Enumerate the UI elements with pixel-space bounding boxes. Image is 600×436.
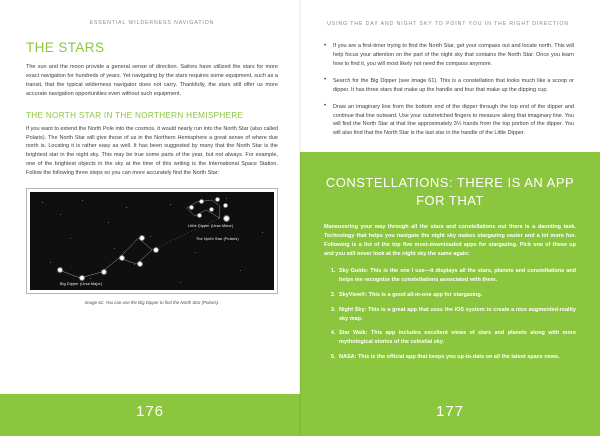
section-title-north-star: THE NORTH STAR IN THE NORTHERN HEMISPHERE xyxy=(26,110,244,120)
list-item: 3. Night Sky: This is a great app that uses the iOS system to create a nice augmented-reality sky map. xyxy=(337,306,576,324)
sidebar-constellations-app xyxy=(300,152,600,394)
star-chart-image xyxy=(30,192,274,290)
figure-big-dipper xyxy=(26,188,278,305)
polaris-star xyxy=(223,215,230,222)
section-paragraph: If you want to extend the North Pole into the cosmos, it would nearly run into the North Star (also called Polaris). The North Star will give those of us in the Northern Hemisphere a great sense of where due north is. Locating it is rather easy as well. It has been suggested by many that the North Star is the brightest star in the night sky. This may be true some parts of the year, but not always. For example, one of the brightest objects in the sky at the time of this writing is the International Space Station. Follow the following three steps so you can more accurately find the North Star: xyxy=(26,125,278,177)
constellation-lines xyxy=(30,192,274,290)
page-number-left: 176 xyxy=(135,403,165,420)
label-north-star: The North Star (Polaris) xyxy=(196,237,239,242)
list-item: 1. Sky Guide: This is the one I use—it displays all the stars, planets and constellations and helps me recognize the constellations associated with them. xyxy=(337,267,576,285)
sidebar-intro: Maneuvering your way through all the stars and constellations out there is a daunting task. Technology that helps you navigate the night sky makes stargazing easier and a lot more fun. Following is a list of the top five most-downloaded apps for stargazing. Pick one of these up and you will never look at the night sky the same again: xyxy=(324,224,576,258)
page-number-right: 177 xyxy=(435,403,465,420)
running-head-right: USING THE DAY AND NIGHT SKY TO POINT YOU IN THE RIGHT DIRECTION xyxy=(327,21,569,27)
list-item: 4. Star Walk: This app includes excellent views of stars and planets along with more mythological stories of the celestial sky. xyxy=(337,329,576,347)
figure-caption: Image 61: You can use the Big Dipper to find the North Star (Polaris). xyxy=(84,300,220,306)
figure-frame xyxy=(26,188,278,294)
label-big-dipper: Big Dipper (Ursa Major) xyxy=(60,282,103,287)
intro-paragraph: The sun and the moon provide a general sense of direction. Sailors have utilized the stars for more exact navigation for hundreds of years. Yet navigating by the stars requires some equipment, such as a transit, that the typical wilderness navigator does not carry. Thankfully, the stars still offer us more accurate navigation opportunities even without such equipment. xyxy=(26,64,278,97)
list-item: 2. SkyView®: This is a good all-in-one app for stargazing. xyxy=(337,291,576,300)
right-page xyxy=(300,0,600,436)
label-little-dipper: Little Dipper (Ursa Minor) xyxy=(188,224,234,229)
north-star-steps-list xyxy=(322,42,574,138)
running-head-left: ESSENTIAL WILDERNESS NAVIGATION xyxy=(89,20,215,26)
list-item: • Search for the Big Dipper (see image 61). This is a constellation that looks much like a scoop or dipper. It has three stars that make up the handle and four that make up the dipping cup. xyxy=(331,77,574,95)
app-list xyxy=(324,267,576,362)
list-item: 5. NASA: This is the official app that keeps you up-to-date on all the latest space news. xyxy=(337,353,576,362)
sidebar-heading: CONSTELLATIONS: THERE IS AN APP FOR THAT xyxy=(325,175,575,208)
spread-gutter xyxy=(299,0,301,436)
list-item: • If you are a first-timer trying to find the North Star, get your compass out and locate north. This will help focus your attention on the part of the night sky that contains the North Star. Once you learn how to find it, you will most likely not need the compass anymore. xyxy=(331,42,574,69)
chapter-title: THE STARS xyxy=(26,40,105,55)
list-item: • Draw an imaginary line from the bottom end of the dipper through the top end of the dipper and continue that line outward. Use your outstretched fingers to measure along that imaginary line. You will find the North Star at that line approximately 3½ hands from the top portion of the dipper. You will also find that the North Star is the last star in the handle of the Little Dipper. xyxy=(331,103,574,139)
